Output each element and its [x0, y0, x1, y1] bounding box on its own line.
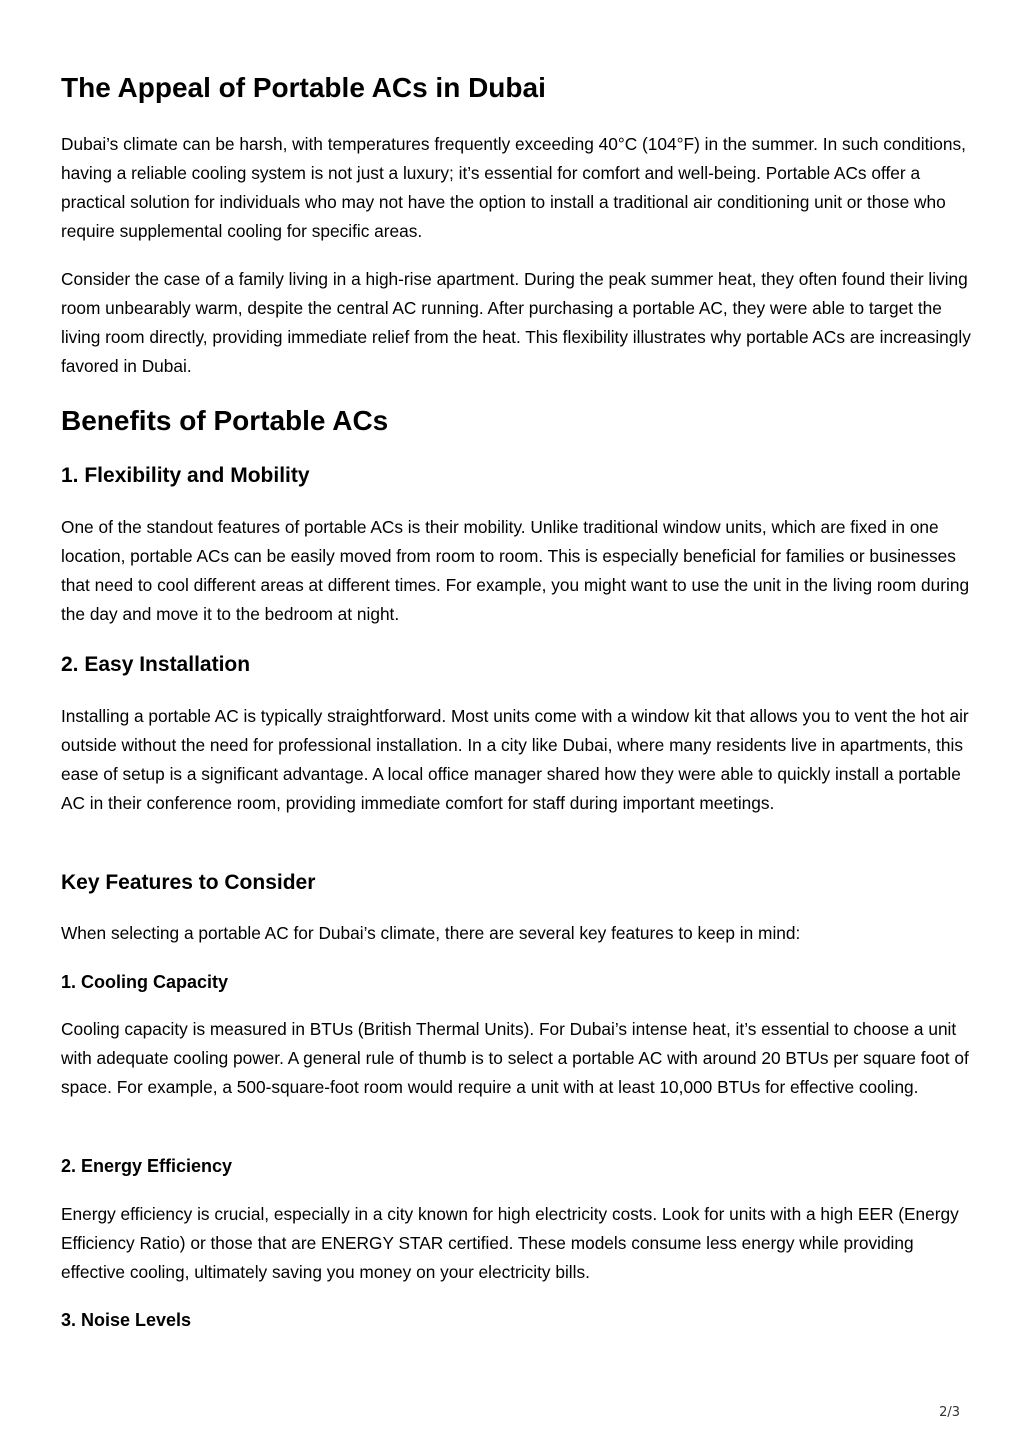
heading-installation: 2. Easy Installation [61, 653, 251, 676]
paragraph-features-intro: When selecting a portable AC for Dubai’s climate, there are several key features to keep in mind: [61, 923, 801, 943]
page-number: 2/3 [939, 1405, 960, 1420]
paragraph-installation: Installing a portable AC is typically straightforward. Most units come with a window kit that allows you to vent the hot air outside without the need for professional installation. In a city like Dubai, where many residents live in apartments, this ease of setup is a significant advantage. A local office manager shared how they were able to quickly install a portable AC in their conference room, providing immediate comfort for staff during important meetings. [61, 706, 969, 813]
heading-noise-levels: 3. Noise Levels [61, 1310, 192, 1330]
heading-appeal: The Appeal of Portable ACs in Dubai [61, 72, 546, 103]
heading-cooling-capacity: 1. Cooling Capacity [61, 972, 229, 992]
paragraph-energy-efficiency: Energy efficiency is crucial, especially in a city known for high electricity costs. Look for units with a high EER (Energy Efficiency Ratio) or those that are ENERGY STAR certified. These models consume less energy while providing effective cooling, ultimately saving you money on your electricity bills. [61, 1204, 959, 1282]
paragraph-appeal-climate: Dubai’s climate can be harsh, with temperatures frequently exceeding 40°C (104°F) in the summer. In such conditions, having a reliable cooling system is not just a luxury; it’s essential for comfort and well-being. Portable ACs offer a practical solution for individuals who may not have the option to install a traditional air conditioning unit or those who require supplemental cooling for specific areas. [61, 134, 966, 241]
paragraph-cooling-capacity: Cooling capacity is measured in BTUs (British Thermal Units). For Dubai’s intense heat, it’s essential to choose a unit with adequate cooling power. A general rule of thumb is to select a portable AC with around 20 BTUs per square foot of space. For example, a 500-square-foot room would require a unit with at least 10,000 BTUs for effective cooling. [61, 1019, 969, 1097]
paragraph-appeal-family-case: Consider the case of a family living in a high-rise apartment. During the peak summer heat, they often found their living room unbearably warm, despite the central AC running. After purchasing a portable AC, they were able to target the living room directly, providing immediate relief from the heat. This flexibility illustrates why portable ACs are increasingly favored in Dubai. [61, 269, 971, 376]
heading-key-features: Key Features to Consider [61, 871, 316, 894]
heading-flexibility: 1. Flexibility and Mobility [61, 464, 310, 487]
paragraph-flexibility: One of the standout features of portable ACs is their mobility. Unlike traditional window units, which are fixed in one location, portable ACs can be easily moved from room to room. This is especially beneficial for families or businesses that need to cool different areas at different times. For example, you might want to use the unit in the living room during the day and move it to the bedroom at night. [61, 517, 970, 624]
heading-energy-efficiency: 2. Energy Efficiency [61, 1156, 233, 1176]
heading-benefits: Benefits of Portable ACs [61, 405, 389, 436]
